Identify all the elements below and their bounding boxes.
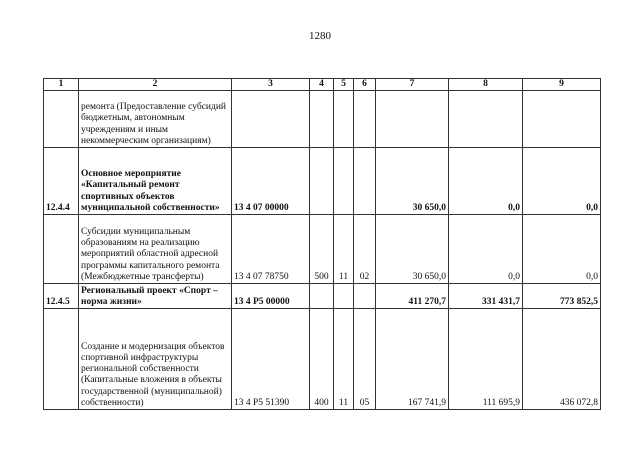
row-value-8: 0,0 (449, 215, 523, 284)
header-row (44, 79, 601, 91)
row-col6: 05 (354, 309, 376, 410)
row-col5: 11 (334, 309, 354, 410)
row-col5 (334, 91, 354, 148)
row-value-8: 0,0 (449, 148, 523, 215)
row-col4 (310, 91, 334, 148)
row-description: Основное мероприятие «Капитальный ремонт спортивных объектов муниципальной собственности» (79, 148, 232, 215)
row-value-8: 331 431,7 (449, 284, 523, 309)
column-header: 7 (376, 79, 449, 91)
row-value-8 (449, 91, 523, 148)
row-value-9 (523, 91, 601, 148)
row-value-7: 167 741,9 (376, 309, 449, 410)
row-col4 (310, 148, 334, 215)
row-col6 (354, 284, 376, 309)
row-value-7: 411 270,7 (376, 284, 449, 309)
table-row (44, 148, 601, 215)
row-description: ремонта (Предоставление субсидий бюджетным, автономным учреждениям и иным некоммерческим организациям) (79, 91, 232, 148)
row-description: Региональный проект «Спорт – норма жизни» (79, 284, 232, 309)
column-header: 1 (44, 79, 79, 91)
row-number (44, 309, 79, 410)
column-header: 5 (334, 79, 354, 91)
row-code: 13 4 07 00000 (232, 148, 310, 215)
row-value-9: 773 852,5 (523, 284, 601, 309)
row-description: Субсидии муниципальным образованиям на реализацию мероприятий областной адресной программы капитального ремонта (Межбюджетные трансферты) (79, 215, 232, 284)
column-header: 6 (354, 79, 376, 91)
row-value-9: 0,0 (523, 148, 601, 215)
row-number: 12.4.4 (44, 148, 79, 215)
row-col5 (334, 148, 354, 215)
row-col4 (310, 284, 334, 309)
page-number: 1280 (309, 30, 331, 42)
table-row (44, 91, 601, 148)
row-value-9: 436 072,8 (523, 309, 601, 410)
row-description: Создание и модернизация объектов спортивной инфраструктуры региональной собственности (Капитальные вложения в объекты государственной (муниципальной) собственности) (79, 309, 232, 410)
row-col6: 02 (354, 215, 376, 284)
row-value-7: 30 650,0 (376, 215, 449, 284)
row-col4: 500 (310, 215, 334, 284)
row-number (44, 215, 79, 284)
row-number (44, 91, 79, 148)
column-header: 8 (449, 79, 523, 91)
column-header: 4 (310, 79, 334, 91)
row-code: 13 4 P5 51390 (232, 309, 310, 410)
row-value-7 (376, 91, 449, 148)
row-col6 (354, 91, 376, 148)
column-header: 3 (232, 79, 310, 91)
row-value-9: 0,0 (523, 215, 601, 284)
row-number: 12.4.5 (44, 284, 79, 309)
row-value-8: 111 695,9 (449, 309, 523, 410)
table-row (44, 284, 601, 309)
row-col5 (334, 284, 354, 309)
row-code: 13 4 P5 00000 (232, 284, 310, 309)
row-code (232, 91, 310, 148)
row-col4: 400 (310, 309, 334, 410)
row-value-7: 30 650,0 (376, 148, 449, 215)
column-header: 2 (79, 79, 232, 91)
table-row (44, 309, 601, 410)
row-code: 13 4 07 78750 (232, 215, 310, 284)
row-col5: 11 (334, 215, 354, 284)
budget-table (43, 78, 601, 410)
row-col6 (354, 148, 376, 215)
table-row (44, 215, 601, 284)
column-header: 9 (523, 79, 601, 91)
